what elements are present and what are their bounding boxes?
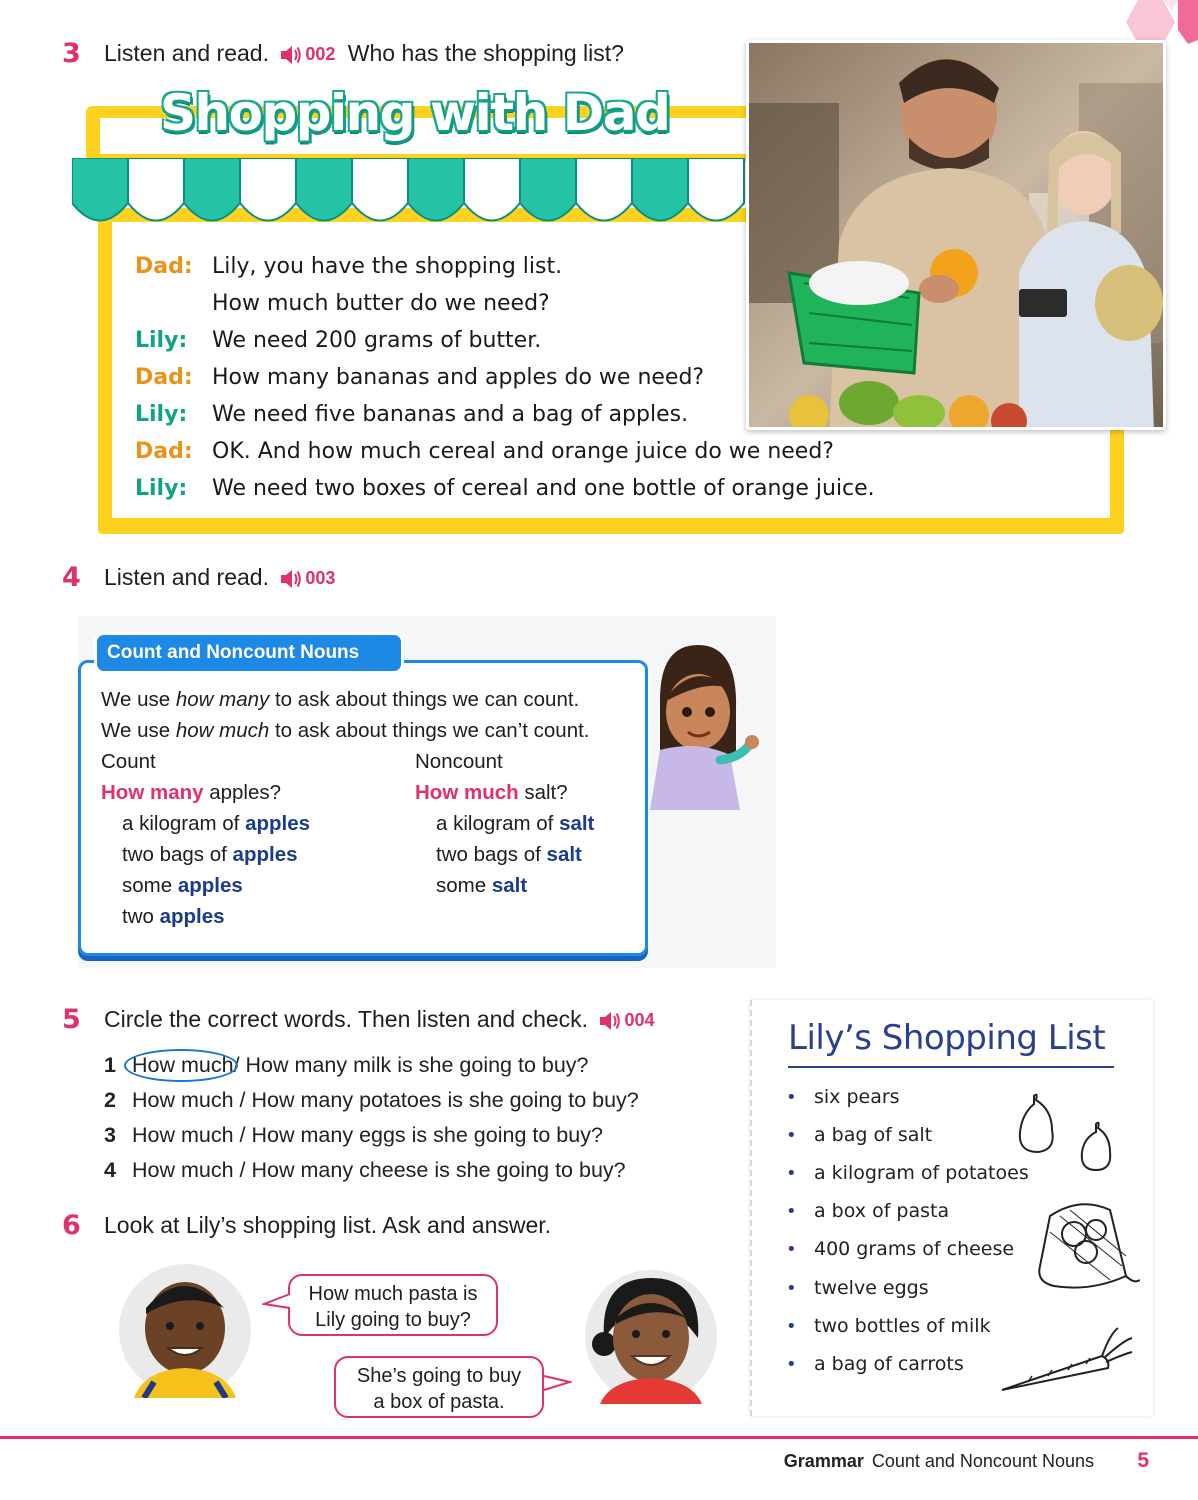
page-number: 5 bbox=[1137, 1449, 1149, 1472]
question-3 bbox=[104, 1123, 603, 1148]
count-example bbox=[122, 874, 243, 898]
bullet: • bbox=[786, 1354, 797, 1375]
count-header: Count bbox=[101, 750, 156, 773]
list-item bbox=[786, 1315, 991, 1337]
potato-bag-sketch-icon bbox=[1030, 1196, 1140, 1296]
dialog-text: Lily, you have the shopping list. bbox=[212, 254, 563, 279]
shopping-list-title: Lily’s Shopping List bbox=[788, 1018, 1106, 1058]
dialog-line bbox=[135, 470, 875, 507]
bullet: • bbox=[786, 1239, 797, 1260]
bullet: • bbox=[786, 1163, 797, 1184]
speech-bubble-answer bbox=[334, 1356, 544, 1418]
list-item-text: a bag of salt bbox=[814, 1124, 933, 1146]
example-noun: apples bbox=[245, 812, 311, 835]
option-separator: / bbox=[239, 1158, 246, 1182]
audio-track-number: 002 bbox=[305, 44, 336, 65]
exercise-4-listen-text: Listen and read. bbox=[104, 564, 269, 590]
exercise-4-number: 4 bbox=[62, 562, 81, 593]
question-text: cheese is she going to buy? bbox=[359, 1158, 626, 1182]
speech-bubble-question bbox=[288, 1274, 498, 1336]
bubble-tail bbox=[262, 1292, 292, 1312]
list-item-text: a bag of carrots bbox=[814, 1353, 964, 1375]
grammar-rule-noncount bbox=[101, 719, 590, 743]
grammar-box-title: Count and Noncount Nouns bbox=[94, 632, 404, 674]
shopping-photo-illustration bbox=[749, 43, 1166, 430]
question-1 bbox=[104, 1053, 589, 1078]
dialog-text: We need five bananas and a bag of apples. bbox=[212, 402, 689, 427]
example-noun: salt bbox=[559, 812, 595, 835]
option-how-much[interactable]: How much bbox=[132, 1123, 234, 1147]
list-item bbox=[786, 1353, 964, 1375]
bubble-line: a box of pasta. bbox=[373, 1391, 505, 1413]
example-text: two bags of bbox=[436, 843, 547, 866]
speaker-dad: Dad: bbox=[135, 254, 193, 279]
audio-button-004[interactable] bbox=[598, 1010, 654, 1032]
option-how-much[interactable]: How much bbox=[132, 1088, 234, 1112]
option-separator: / bbox=[233, 1053, 240, 1077]
count-question-rest: apples? bbox=[203, 781, 282, 804]
example-noun: apples bbox=[159, 905, 225, 928]
bubble-line: She’s going to buy bbox=[356, 1365, 522, 1387]
footer-label bbox=[784, 1451, 1094, 1472]
dialog-text: OK. And how much cereal and orange juice do we need? bbox=[212, 439, 834, 464]
example-text: a kilogram of bbox=[436, 812, 560, 835]
rule-text: We use bbox=[101, 719, 176, 742]
rule-text: to ask about things we can’t count. bbox=[269, 719, 590, 742]
bullet: • bbox=[786, 1278, 797, 1299]
speaker-lily: Lily: bbox=[135, 402, 188, 427]
footer-section: Grammar bbox=[783, 1451, 864, 1471]
list-item bbox=[786, 1200, 949, 1222]
count-question-bold: How many bbox=[101, 781, 204, 804]
example-text: two bags of bbox=[122, 843, 233, 866]
exercise-3-listen-text: Listen and read. bbox=[104, 40, 269, 66]
footer-topic: Count and Noncount Nouns bbox=[871, 1451, 1094, 1471]
noncount-question-rest: salt? bbox=[518, 781, 568, 804]
question-number: 1 bbox=[104, 1053, 116, 1077]
exercise-3-question: Who has the shopping list? bbox=[347, 40, 624, 66]
list-item-text: 400 grams of cheese bbox=[814, 1238, 1015, 1260]
exercise-5-number: 5 bbox=[62, 1004, 81, 1035]
rule-emphasis: how much bbox=[175, 719, 270, 742]
exercise-3-instruction bbox=[104, 40, 624, 67]
noncount-example bbox=[436, 812, 594, 836]
carrot-sketch-icon bbox=[998, 1326, 1134, 1396]
example-text: some bbox=[436, 874, 492, 897]
audio-button-003[interactable] bbox=[279, 568, 335, 590]
question-text: milk is she going to buy? bbox=[353, 1053, 589, 1077]
list-item bbox=[786, 1124, 932, 1146]
question-text: eggs is she going to buy? bbox=[359, 1123, 603, 1147]
example-noun: salt bbox=[491, 874, 528, 897]
count-question bbox=[101, 781, 281, 805]
list-item bbox=[786, 1238, 1014, 1260]
bullet: • bbox=[786, 1125, 797, 1146]
question-4 bbox=[104, 1158, 626, 1183]
exercise-5-instruction bbox=[104, 1006, 661, 1033]
bubble-line: Lily going to buy? bbox=[315, 1309, 471, 1331]
question-number: 2 bbox=[104, 1088, 116, 1112]
question-2 bbox=[104, 1088, 639, 1113]
exercise-3-number: 3 bbox=[62, 38, 81, 69]
option-separator: / bbox=[239, 1123, 246, 1147]
option-how-many[interactable]: How many bbox=[251, 1158, 354, 1182]
pears-sketch-icon bbox=[1012, 1090, 1122, 1180]
dialog-text: How much butter do we need? bbox=[212, 291, 550, 316]
exercise-6-instruction: Look at Lily’s shopping list. Ask and answer. bbox=[104, 1212, 552, 1238]
girl-avatar bbox=[580, 1268, 722, 1404]
rule-text: to ask about things we can count. bbox=[269, 688, 580, 711]
noncount-header: Noncount bbox=[415, 750, 503, 773]
list-item-text: twelve eggs bbox=[814, 1277, 929, 1299]
grammar-rule-count bbox=[101, 688, 579, 712]
shopping-photo bbox=[746, 40, 1166, 430]
exercise-6-number: 6 bbox=[62, 1210, 81, 1241]
shop-awning-illustration bbox=[72, 158, 752, 238]
dialog-text: We need 200 grams of butter. bbox=[212, 328, 542, 353]
dialog-text: How many bananas and apples do we need? bbox=[212, 365, 705, 390]
count-example bbox=[122, 812, 310, 836]
audio-track-number: 003 bbox=[305, 568, 336, 589]
question-number: 4 bbox=[104, 1158, 116, 1182]
bubble-tail bbox=[542, 1374, 572, 1394]
shopping-list-title-underline bbox=[788, 1066, 1114, 1068]
question-text: potatoes is she going to buy? bbox=[359, 1088, 639, 1112]
example-noun: salt bbox=[546, 843, 582, 866]
list-item-text: two bottles of milk bbox=[814, 1315, 991, 1337]
footer-divider bbox=[0, 1436, 1198, 1439]
list-item bbox=[786, 1086, 900, 1108]
bubble-line: How much pasta is bbox=[308, 1283, 478, 1305]
option-how-much-circled[interactable]: How much bbox=[132, 1053, 234, 1077]
dialog-line bbox=[135, 433, 875, 470]
count-example bbox=[122, 843, 298, 867]
speaker-lily: Lily: bbox=[135, 328, 188, 353]
example-text: two bbox=[122, 905, 160, 928]
count-example bbox=[122, 905, 225, 929]
speaker-dad: Dad: bbox=[135, 439, 193, 464]
speaker-dad: Dad: bbox=[135, 365, 193, 390]
audio-button-002[interactable] bbox=[279, 44, 335, 66]
audio-track-number: 004 bbox=[624, 1010, 655, 1031]
speaker-icon bbox=[598, 1010, 622, 1032]
example-noun: apples bbox=[232, 843, 298, 866]
story-title: Shopping with Dad bbox=[160, 84, 670, 142]
cartoon-girl-illustration bbox=[640, 640, 760, 810]
exercise-4-instruction bbox=[104, 564, 341, 591]
example-text: a kilogram of bbox=[122, 812, 246, 835]
speaker-icon bbox=[279, 44, 303, 66]
speaker-icon bbox=[279, 568, 303, 590]
dialog-text: We need two boxes of cereal and one bottle of orange juice. bbox=[212, 476, 875, 501]
example-text: some bbox=[122, 874, 178, 897]
option-how-many[interactable]: How many bbox=[251, 1088, 354, 1112]
noncount-example bbox=[436, 874, 527, 898]
rule-emphasis: how many bbox=[175, 688, 270, 711]
boy-avatar bbox=[114, 1262, 256, 1398]
list-item-text: a box of pasta bbox=[814, 1200, 950, 1222]
list-item bbox=[786, 1162, 1029, 1184]
speaker-lily: Lily: bbox=[135, 476, 188, 501]
option-how-much[interactable]: How much bbox=[132, 1158, 234, 1182]
question-number: 3 bbox=[104, 1123, 116, 1147]
option-how-many[interactable]: How many bbox=[245, 1053, 348, 1077]
option-how-many[interactable]: How many bbox=[251, 1123, 354, 1147]
option-separator: / bbox=[239, 1088, 246, 1112]
list-item bbox=[786, 1277, 929, 1299]
list-item-text: a kilogram of potatoes bbox=[814, 1162, 1029, 1184]
noncount-question bbox=[415, 781, 568, 805]
bullet: • bbox=[786, 1316, 797, 1337]
bullet: • bbox=[786, 1201, 797, 1222]
noncount-example bbox=[436, 843, 582, 867]
example-noun: apples bbox=[177, 874, 243, 897]
list-item-text: six pears bbox=[814, 1086, 900, 1108]
rule-text: We use bbox=[101, 688, 176, 711]
bullet: • bbox=[786, 1087, 797, 1108]
noncount-question-bold: How much bbox=[415, 781, 519, 804]
exercise-5-text: Circle the correct words. Then listen and check. bbox=[104, 1006, 589, 1032]
